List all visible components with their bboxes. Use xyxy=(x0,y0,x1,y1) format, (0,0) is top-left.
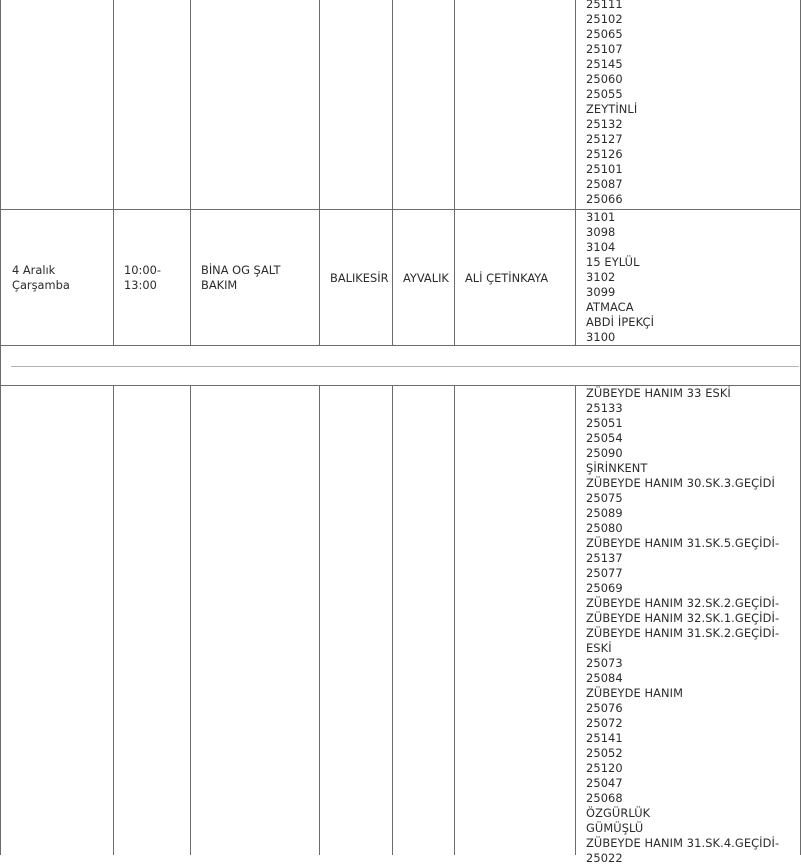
location-item: 25072 xyxy=(586,716,623,730)
column-border xyxy=(575,210,576,346)
location-item: 25052 xyxy=(586,746,623,760)
location-item: ZÜBEYDE HANIM 32.SK.2.GEÇİDİ- xyxy=(586,596,780,610)
location-item: ZÜBEYDE HANIM 31.SK.4.GEÇİDİ- xyxy=(586,836,780,850)
band-border xyxy=(0,346,1,386)
location-item: 3099 xyxy=(586,285,616,299)
location-item: 25133 xyxy=(586,401,623,415)
location-item: 15 EYLÜL xyxy=(586,255,640,269)
location-item: 25073 xyxy=(586,656,623,670)
location-list xyxy=(586,386,798,865)
location-item: 25087 xyxy=(586,177,623,191)
location-item: ZÜBEYDE HANIM 30.SK.3.GEÇİDİ xyxy=(586,476,775,490)
column-border xyxy=(319,210,320,346)
location-item: ZÜBEYDE HANIM 32.SK.1.GEÇİDİ- xyxy=(586,611,780,625)
location-item: ZEYTİNLİ xyxy=(586,102,638,116)
location-list xyxy=(586,0,798,209)
location-item: 3102 xyxy=(586,270,616,284)
province-cell: BALIKESİR xyxy=(330,271,389,285)
location-item: 25126 xyxy=(586,147,623,161)
location-item: 25065 xyxy=(586,27,623,41)
location-item: ZÜBEYDE HANIM 31.SK.5.GEÇİDİ- xyxy=(586,536,780,550)
location-item: 25047 xyxy=(586,776,623,790)
reason-cell: BİNA OG ŞALT BAKIM xyxy=(201,263,281,292)
location-item: 25101 xyxy=(586,162,623,176)
location-item: 25111 xyxy=(586,0,623,11)
column-border xyxy=(113,386,114,855)
location-item: 25055 xyxy=(586,87,623,101)
location-item: ÖZGÜRLÜK xyxy=(586,806,651,820)
location-item: 3100 xyxy=(586,330,616,344)
location-item: ZÜBEYDE HANIM 33 ESKİ xyxy=(586,386,731,400)
location-item: ZÜBEYDE HANIM 31.SK.2.GEÇİDİ- xyxy=(586,626,780,640)
location-item: 25084 xyxy=(586,671,623,685)
location-item: ABDİ İPEKÇİ xyxy=(586,315,655,329)
column-border xyxy=(113,210,114,346)
location-item: 25068 xyxy=(586,791,623,805)
column-border xyxy=(392,210,393,346)
location-item: 25060 xyxy=(586,72,623,86)
location-item: 25145 xyxy=(586,57,623,71)
location-list xyxy=(586,210,798,346)
location-item: ZÜBEYDE HANIM xyxy=(586,686,684,700)
separator-rule xyxy=(11,366,799,367)
column-border xyxy=(0,386,1,855)
location-item: ATMACA xyxy=(586,300,634,314)
column-border xyxy=(454,0,455,210)
location-item: 25137 xyxy=(586,551,623,565)
location-item: 25120 xyxy=(586,761,623,775)
time-cell: 10:00- 13:00 xyxy=(124,263,161,292)
column-border xyxy=(392,0,393,210)
location-item: 25054 xyxy=(586,431,623,445)
location-item: 25077 xyxy=(586,566,623,580)
column-border xyxy=(113,0,114,210)
column-border xyxy=(454,386,455,855)
location-item: 25107 xyxy=(586,42,623,56)
column-border xyxy=(190,0,191,210)
location-item: 25089 xyxy=(586,506,623,520)
column-border xyxy=(319,0,320,210)
column-border xyxy=(190,210,191,346)
location-item: 3101 xyxy=(586,210,616,224)
location-item: ŞİRİNKENT xyxy=(586,461,648,475)
location-item: 25022 xyxy=(586,851,623,865)
location-item: 25080 xyxy=(586,521,623,535)
column-border xyxy=(319,386,320,855)
location-item: 25141 xyxy=(586,731,623,745)
location-item: 25090 xyxy=(586,446,623,460)
location-item: ESKİ xyxy=(586,641,612,655)
location-item: 25069 xyxy=(586,581,623,595)
column-border xyxy=(454,210,455,346)
location-item: 25076 xyxy=(586,701,623,715)
location-item: 25127 xyxy=(586,132,623,146)
district-cell: AYVALIK xyxy=(403,271,449,285)
column-border xyxy=(575,386,576,855)
location-item: 25066 xyxy=(586,192,623,206)
location-item: 3104 xyxy=(586,240,616,254)
location-item: 25102 xyxy=(586,12,623,26)
column-border xyxy=(575,0,576,210)
location-item: 25132 xyxy=(586,117,623,131)
location-item: 3098 xyxy=(586,225,616,239)
column-border xyxy=(190,386,191,855)
column-border xyxy=(392,386,393,855)
column-border xyxy=(0,0,1,210)
date-cell: 4 Aralık Çarşamba xyxy=(12,263,70,292)
column-border xyxy=(0,210,1,346)
location-item: 25075 xyxy=(586,491,623,505)
neighborhood-cell: ALİ ÇETİNKAYA xyxy=(465,271,549,285)
location-item: GÜMÜŞLÜ xyxy=(586,821,644,835)
location-item: 25051 xyxy=(586,416,623,430)
